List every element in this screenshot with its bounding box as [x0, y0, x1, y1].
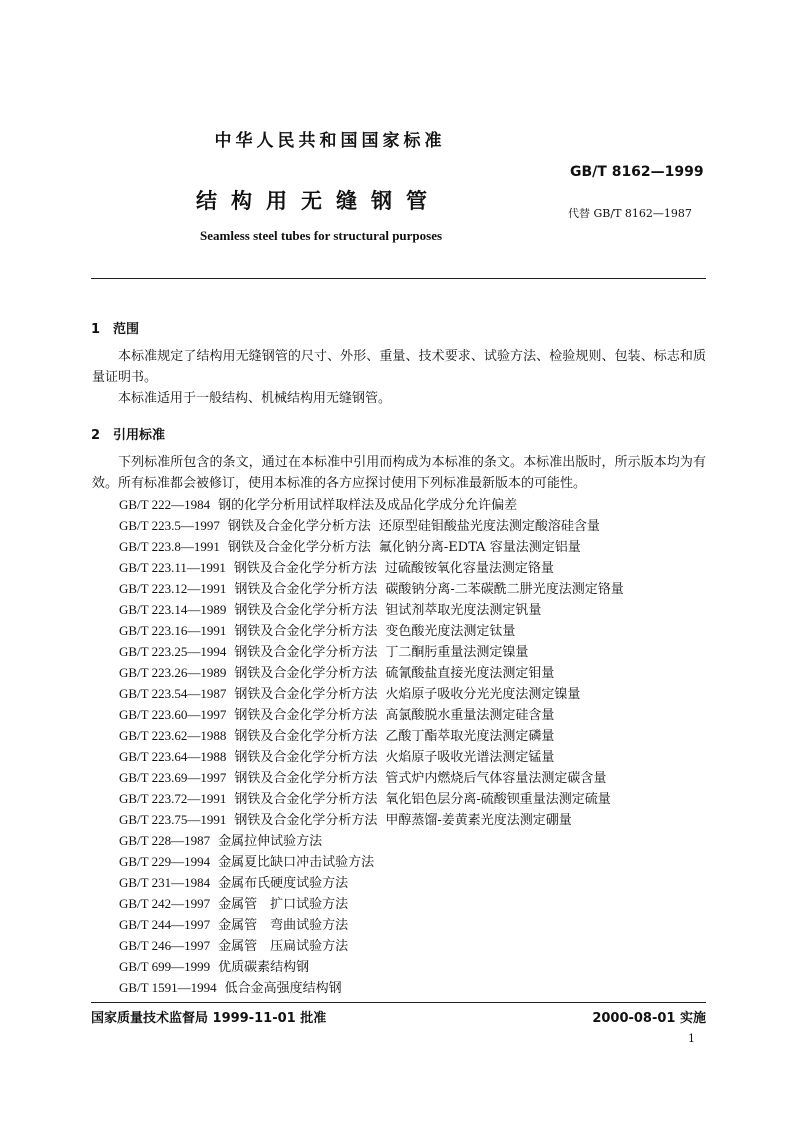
reference-item: [119, 830, 624, 851]
reference-item: [119, 578, 624, 599]
reference-title: 钢铁及合金化学分析方法: [234, 582, 378, 597]
reference-item: [119, 767, 624, 788]
reference-title: 钢铁及合金化学分析方法: [234, 750, 378, 765]
reference-title: 钢铁及合金化学分析方法: [234, 729, 378, 744]
standard-number: GB/T 8162—1999: [570, 164, 704, 180]
approval-line: 国家质量技术监督局 1999-11-01 批准: [91, 1011, 327, 1026]
section-1-paragraph: 本标准规定了结构用无缝钢管的尺寸、外形、重量、技术要求、试验方法、检验规则、包装、标志和质量证明书。: [92, 349, 706, 385]
reference-code: GB/T 229—1994: [119, 854, 211, 869]
section-2-number: 2: [91, 428, 101, 443]
section-2-heading: [91, 424, 165, 443]
reference-item: [119, 977, 624, 998]
reference-item: [119, 956, 624, 977]
reference-code: GB/T 244—1997: [119, 917, 211, 932]
reference-item: [119, 557, 624, 578]
reference-code: GB/T 223.54—1987: [119, 686, 227, 701]
reference-title: 优质碳素结构钢: [218, 960, 310, 975]
reference-title: 钢铁及合金化学分析方法: [234, 624, 378, 639]
reference-item: [119, 599, 624, 620]
reference-item: [119, 536, 624, 557]
reference-title: 金属拉伸试验方法: [218, 834, 323, 849]
reference-code: GB/T 223.14—1989: [119, 602, 227, 617]
header-divider: [91, 278, 706, 279]
reference-item: [119, 494, 624, 515]
reference-title: 钢铁及合金化学分析方法: [234, 792, 378, 807]
reference-code: GB/T 223.12—1991: [119, 581, 227, 596]
reference-title: 金属管 压扁试验方法: [218, 939, 349, 954]
reference-title: 金属夏比缺口冲击试验方法: [218, 855, 375, 870]
reference-title: 钢铁及合金化学分析方法: [234, 813, 378, 828]
reference-code: GB/T 223.16—1991: [119, 623, 227, 638]
reference-code: GB/T 242—1997: [119, 896, 211, 911]
reference-title: 金属布氏硬度试验方法: [218, 876, 349, 891]
document-title: 结构用无缝钢管: [196, 189, 441, 213]
reference-list: [119, 494, 624, 998]
reference-item: [119, 683, 624, 704]
reference-title: 钢铁及合金化学分析方法: [234, 645, 378, 660]
reference-code: GB/T 228—1987: [119, 833, 211, 848]
reference-title: 钢铁及合金化学分析方法: [227, 519, 371, 534]
reference-title: 钢的化学分析用试样取样法及成品化学成分允许偏差: [218, 498, 518, 513]
reference-code: GB/T 223.5—1997: [119, 518, 220, 533]
reference-code: GB/T 223.62—1988: [119, 728, 227, 743]
reference-code: GB/T 223.25—1994: [119, 644, 227, 659]
reference-title: 金属管 扩口试验方法: [218, 897, 349, 912]
reference-title: 钢铁及合金化学分析方法: [233, 561, 377, 576]
reference-code: GB/T 1591—1994: [119, 980, 217, 995]
section-1-title: 范围: [113, 322, 140, 337]
reference-item: [119, 809, 624, 830]
section-1-heading: [91, 318, 139, 337]
section-2-title: 引用标准: [113, 428, 166, 443]
reference-item: [119, 725, 624, 746]
reference-code: GB/T 223.26—1989: [119, 665, 227, 680]
reference-method: 甲醇蒸馏-姜黄素光度法测定硼量: [385, 813, 572, 828]
section-2-intro: [92, 452, 706, 494]
reference-item: [119, 746, 624, 767]
reference-code: GB/T 223.60—1997: [119, 707, 227, 722]
reference-title: 钢铁及合金化学分析方法: [234, 603, 378, 618]
reference-method: 碳酸钠分离-二苯碳酰二肼光度法测定铬量: [385, 582, 624, 597]
national-standard-heading: 中华人民共和国国家标准: [214, 131, 446, 151]
reference-method: 硫氰酸盐直接光度法测定钼量: [385, 666, 555, 681]
reference-method: 还原型硅钼酸盐光度法测定酸溶硅含量: [378, 519, 600, 534]
reference-code: GB/T 223.72—1991: [119, 791, 227, 806]
section-1-number: 1: [91, 322, 101, 337]
section-1-paragraph: 本标准适用于一般结构、机械结构用无缝钢管。: [118, 391, 392, 406]
implementation-date: 2000-08-01 实施: [592, 1011, 706, 1026]
reference-method: 丁二酮肟重量法测定镍量: [385, 645, 529, 660]
reference-code: GB/T 246—1997: [119, 938, 211, 953]
reference-item: [119, 914, 624, 935]
reference-item: [119, 872, 624, 893]
reference-code: GB/T 223.8—1991: [119, 539, 220, 554]
reference-title: 金属管 弯曲试验方法: [218, 918, 349, 933]
reference-title: 钢铁及合金化学分析方法: [234, 771, 378, 786]
reference-title: 钢铁及合金化学分析方法: [234, 708, 378, 723]
reference-title: 钢铁及合金化学分析方法: [234, 687, 378, 702]
replaces-note: 代替 GB/T 8162—1987: [568, 207, 692, 220]
section-1-body: [92, 346, 706, 409]
footer-divider: [91, 1002, 706, 1003]
reference-method: 氧化铝色层分离-硫酸钡重量法测定硫量: [385, 792, 611, 807]
page-number: 1: [688, 1032, 695, 1045]
reference-title: 低合金高强度结构钢: [224, 981, 342, 996]
reference-item: [119, 704, 624, 725]
reference-code: GB/T 231—1984: [119, 875, 211, 890]
reference-method: 火焰原子吸收分光光度法测定镍量: [385, 687, 581, 702]
reference-method: 钽试剂萃取光度法测定钒量: [385, 603, 542, 618]
reference-title: 钢铁及合金化学分析方法: [227, 540, 371, 555]
reference-method: 氟化钠分离-EDTA 容量法测定铝量: [378, 540, 581, 555]
reference-item: [119, 662, 624, 683]
reference-item: [119, 788, 624, 809]
reference-code: GB/T 223.69—1997: [119, 770, 227, 785]
section-2-paragraph: 下列标准所包含的条文，通过在本标准中引用而构成为本标准的条文。本标准出版时，所示版本均为有效。所有标准都会被修订，使用本标准的各方应探讨使用下列标准最新版本的可能性。: [92, 455, 706, 491]
reference-code: GB/T 223.64—1988: [119, 749, 227, 764]
reference-item: [119, 515, 624, 536]
reference-method: 过硫酸铵氧化容量法测定铬量: [384, 561, 554, 576]
reference-item: [119, 620, 624, 641]
reference-item: [119, 893, 624, 914]
reference-method: 管式炉内燃烧后气体容量法测定碳含量: [385, 771, 607, 786]
reference-item: [119, 851, 624, 872]
reference-code: GB/T 222—1984: [119, 497, 211, 512]
reference-item: [119, 641, 624, 662]
reference-item: [119, 935, 624, 956]
reference-method: 高氯酸脱水重量法测定硅含量: [385, 708, 555, 723]
reference-method: 火焰原子吸收光谱法测定锰量: [385, 750, 555, 765]
reference-method: 乙酸丁酯萃取光度法测定磷量: [385, 729, 555, 744]
english-title: Seamless steel tubes for structural purposes: [200, 228, 443, 243]
reference-code: GB/T 223.75—1991: [119, 812, 227, 827]
reference-title: 钢铁及合金化学分析方法: [234, 666, 378, 681]
reference-method: 变色酸光度法测定钛量: [385, 624, 516, 639]
reference-code: GB/T 699—1999: [119, 959, 211, 974]
reference-code: GB/T 223.11—1991: [119, 560, 226, 575]
